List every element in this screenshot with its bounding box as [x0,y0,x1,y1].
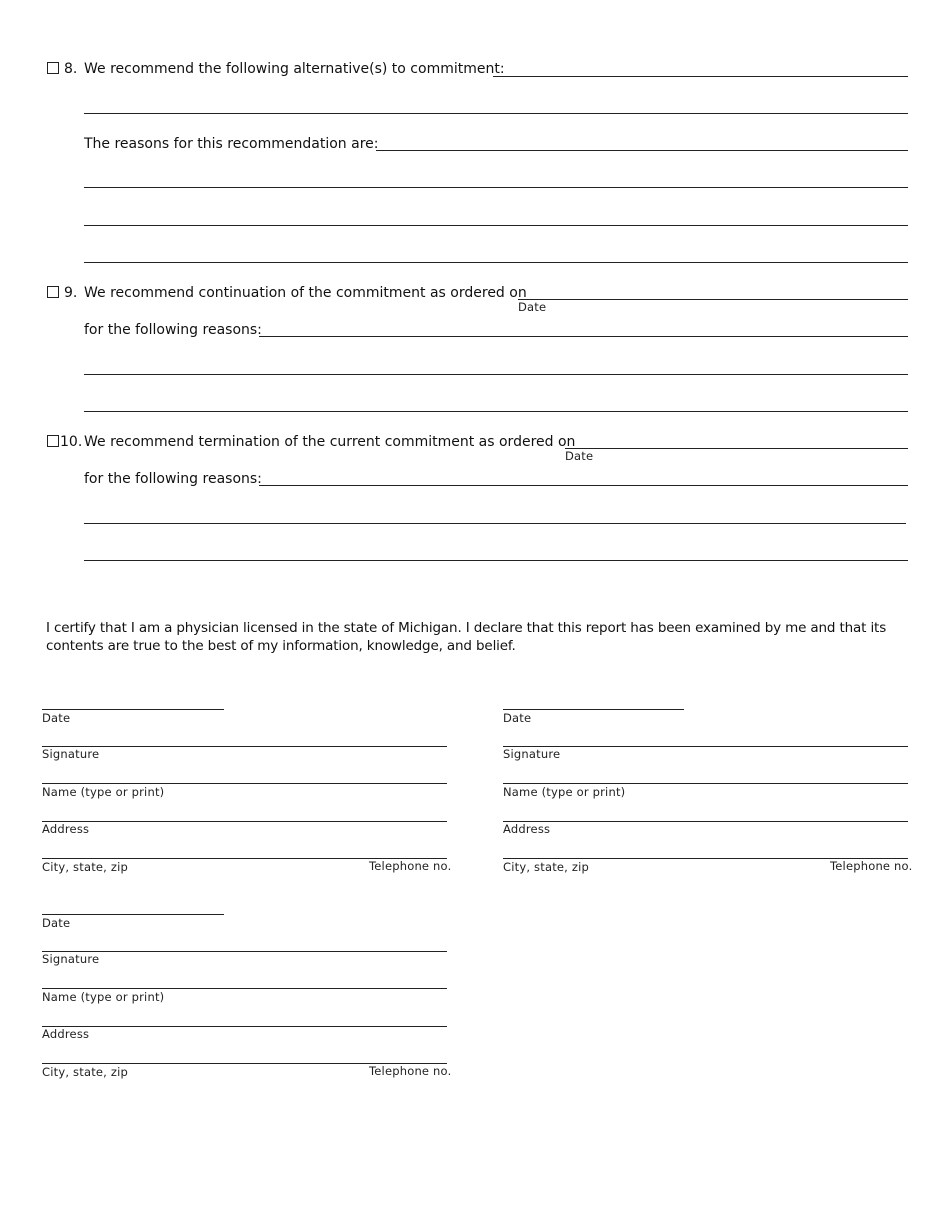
sig3-address-field[interactable] [42,1026,447,1027]
sig2-name-label: Name (type or print) [503,785,626,799]
certification-statement: I certify that I am a physician licensed in the state of Michigan. I declare that this report has been examined by me and that its contents are true to the best of my information, knowledge, and belief. [46,620,887,654]
sig1-signature-label: Signature [42,747,100,761]
sig3-date-field[interactable] [42,914,224,915]
item-8-alternative-line-2[interactable] [84,113,908,114]
item-10-number: 10. [60,434,83,450]
item-9-reasons-line-3[interactable] [84,411,908,412]
item-10-reasons-line-2[interactable] [84,523,906,524]
sig1-name-label: Name (type or print) [42,785,165,799]
sig3-signature-field[interactable] [42,951,447,952]
sig2-name-field[interactable] [503,783,908,784]
item-8-alternative-field[interactable] [493,76,908,77]
item-8-text: We recommend the following alternative(s) to commitment: [84,61,505,77]
item-8-reasons-line-4[interactable] [84,262,908,263]
item-8-checkbox[interactable] [47,62,59,74]
item-8-reasons-label: The reasons for this recommendation are: [84,136,379,152]
item-9-checkbox[interactable] [47,286,59,298]
item-10-checkbox[interactable] [47,435,59,447]
sig2-city-label: City, state, zip [503,860,590,874]
item-9-text: We recommend continuation of the commitment as ordered on [84,285,527,301]
sig1-signature-field[interactable] [42,746,447,747]
item-10-reasons-field[interactable] [259,485,908,486]
sig3-telephone-label: Telephone no. [369,1064,452,1078]
item-9-reasons-line-2[interactable] [84,374,908,375]
sig3-address-label: Address [42,1027,90,1041]
item-10-date-field[interactable] [565,448,908,449]
sig1-date-field[interactable] [42,709,224,710]
item-8-reasons-line-2[interactable] [84,187,908,188]
item-9-reasons-label: for the following reasons: [84,322,262,338]
sig2-telephone-label: Telephone no. [830,859,913,873]
sig1-address-label: Address [42,822,90,836]
item-8-reasons-line-3[interactable] [84,225,908,226]
sig3-date-label: Date [42,916,71,930]
item-9-date-field[interactable] [518,299,908,300]
sig2-date-field[interactable] [503,709,684,710]
item-9-date-label: Date [518,300,547,314]
sig1-telephone-label: Telephone no. [369,859,452,873]
item-8-number: 8. [64,61,78,77]
sig3-city-label: City, state, zip [42,1065,129,1079]
sig1-name-field[interactable] [42,783,447,784]
sig3-name-field[interactable] [42,988,447,989]
item-10-reasons-label: for the following reasons: [84,471,262,487]
item-10-reasons-line-3[interactable] [84,560,908,561]
sig2-date-label: Date [503,711,532,725]
item-10-date-label: Date [565,449,594,463]
sig2-address-label: Address [503,822,551,836]
item-10-text: We recommend termination of the current commitment as ordered on [84,434,576,450]
item-9-number: 9. [64,285,78,301]
item-8-reasons-field[interactable] [376,150,908,151]
sig2-signature-field[interactable] [503,746,908,747]
sig1-date-label: Date [42,711,71,725]
sig1-address-field[interactable] [42,821,447,822]
sig3-name-label: Name (type or print) [42,990,165,1004]
item-9-reasons-field[interactable] [259,336,908,337]
sig1-city-label: City, state, zip [42,860,129,874]
sig3-signature-label: Signature [42,952,100,966]
sig2-address-field[interactable] [503,821,908,822]
sig2-signature-label: Signature [503,747,561,761]
